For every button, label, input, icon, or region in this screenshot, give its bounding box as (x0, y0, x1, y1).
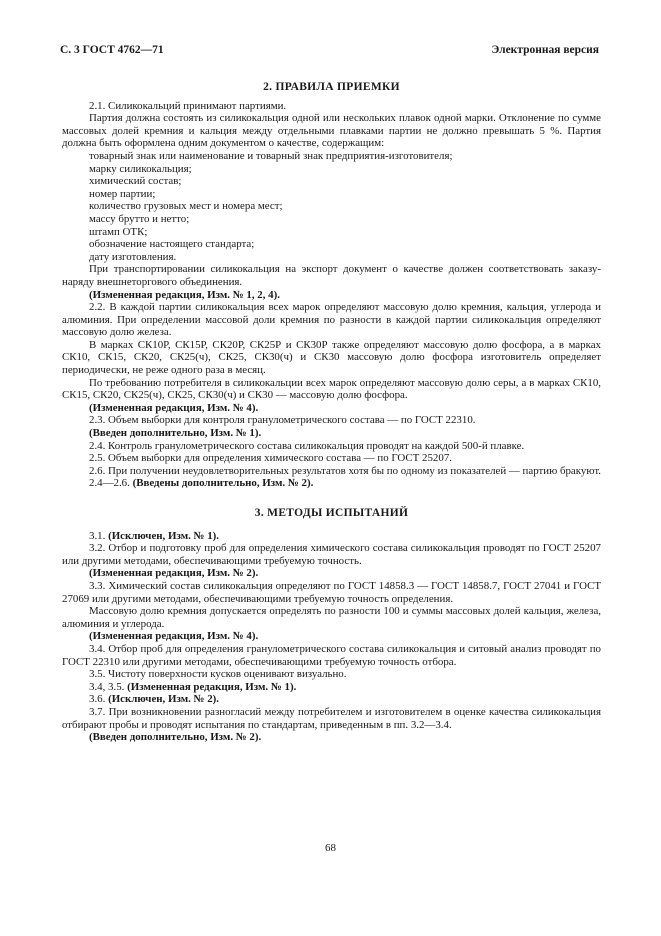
clause-number: 3.6. (89, 693, 106, 706)
document-body (62, 81, 601, 744)
clause-3-5: 3.5. Чистоту поверхности кусков оценивают визуально. (89, 668, 347, 681)
quality-document-list (62, 150, 601, 263)
sulfur-paragraph: По требованию потребителя в силикокальции всех марок определяют массовую долю серы, а в марках СК10, СК15, СК20, СК25(ч), СК25, СК30(ч) и СК30 — массовую долю фосфора. (62, 376, 601, 402)
list-item: количество грузовых мест и номера мест; (89, 200, 283, 213)
page-number: 68 (325, 842, 336, 854)
silicon-paragraph: Массовую долю кремния допускается определять по разности 100 и суммы массовых долей кальция, железа, алюминия и углерода. (62, 605, 601, 630)
clause-3-4: 3.4. Отбор проб для определения гранулометрического состава силикокальция и ситовый анализ проводят по ГОСТ 22310 или другими методами, обеспечивающими требуемую точность отбора. (62, 642, 601, 668)
clause-number: 3.1. (89, 529, 106, 542)
amendment-note: (Измененная редакция, Изм. № 4). (89, 630, 259, 643)
list-item: марку силикокальция; (89, 162, 192, 175)
amendment-note: (Измененная редакция, Изм. № 1, 2, 4). (89, 288, 280, 301)
list-item: номер партии; (89, 187, 156, 200)
clause-2-3: 2.3. Объем выборки для контроля гранулометрического состава — по ГОСТ 22310. (89, 414, 476, 427)
list-item: массу брутто и нетто; (89, 212, 190, 225)
clause-3-4-3-5-note (62, 681, 601, 694)
clause-3-6 (62, 693, 601, 706)
amendment-note: (Исключен, Изм. № 2). (108, 693, 220, 706)
amendment-note: (Введен дополнительно, Изм. № 1). (89, 427, 262, 440)
section-2-heading: 2. ПРАВИЛА ПРИЕМКИ (263, 81, 400, 93)
clause-2-4: 2.4. Контроль гранулометрического состава силикокальция проводят на каждой 500-й плавке. (89, 439, 525, 452)
clause-2-2: 2.2. В каждой партии силикокальция всех марок определяют массовую долю кремния, кальция, углерода и алюминия. При определении массовой доли кремния по разности в каждой партии силикокальция определяют массовую долю железа. (62, 301, 601, 339)
clause-number: 2.4—2.6. (89, 477, 130, 490)
clause-3-2: 3.2. Отбор и подготовку проб для определения химического состава силикокальция проводят по ГОСТ 25207 или другими методами, обеспечивающими требуемую точность. (62, 542, 601, 567)
amendment-note: (Исключен, Изм. № 1). (108, 529, 220, 542)
amendment-note: (Измененная редакция, Изм. № 2). (89, 567, 259, 580)
list-item: товарный знак или наименование и товарный знак предприятия-изготовителя; (89, 149, 453, 162)
export-paragraph: При транспортировании силикокальция на экспорт документ о качестве должен соответствовать заказу-наряду внешнеторгового объединения. (62, 263, 601, 288)
clause-2-4-2-6-note (62, 477, 601, 490)
clause-3-7: 3.7. При возникновении разногласий между потребителем и изготовителем в оценке качества силикокальция отбирают пробы и проводят испытания по стандартам, приведенным в пп. 3.2—3.4. (62, 705, 601, 731)
list-item: дату изготовления. (89, 250, 177, 263)
list-item: штамп ОТК; (89, 225, 148, 238)
clause-2-1: 2.1. Силикокальций принимают партиями. (89, 99, 287, 112)
clause-3-1 (62, 530, 601, 543)
list-item: химический состав; (89, 175, 182, 188)
phosphorus-paragraph: В марках СК10Р, СК15Р, СК20Р, СК25Р и СК30Р также определяют массовую долю фосфора, а в марках СК10, СК15, СК20, СК25(ч), СК25, СК30(ч) и СК30 массовую долю фосфора изготовитель определяет периодически, не реже одного раза в месяц. (62, 338, 601, 377)
clause-number: 3.4, 3.5. (89, 680, 125, 693)
amendment-note: (Введены дополнительно, Изм. № 2). (132, 477, 314, 490)
amendment-note: (Измененная редакция, Изм. № 4). (89, 401, 259, 414)
list-item: обозначение настоящего стандарта; (89, 238, 255, 251)
amendment-note: (Измененная редакция, Изм. № 1). (127, 680, 297, 693)
clause-2-5: 2.5. Объем выборки для определения химического состава — по ГОСТ 25207. (89, 452, 452, 465)
clause-2-6: 2.6. При получении неудовлетворительных результатов хотя бы по одному из показателей — партию бракуют. (89, 464, 601, 477)
clause-3-3: 3.3. Химический состав силикокальция определяют по ГОСТ 14858.3 — ГОСТ 14858.7, ГОСТ 27041 и ГОСТ 27069 или другими методами, обеспечивающими требуемую точность определения. (62, 579, 601, 605)
section-3-heading: 3. МЕТОДЫ ИСПЫТАНИЙ (254, 507, 409, 519)
header-standard-ref: С. 3 ГОСТ 4762—71 (60, 44, 164, 56)
party-paragraph: Партия должна состоять из силикокальция одной или нескольких плавок одной марки. Отклонение по сумме массовых долей кремния и кальция между отдельными плавками партии не должно превышать 5 %. Партия должна быть оформлена одним документом о качестве, содержащим: (62, 112, 601, 150)
amendment-note: (Введен дополнительно, Изм. № 2). (89, 731, 262, 744)
header-edition: Электронная версия (491, 44, 599, 56)
